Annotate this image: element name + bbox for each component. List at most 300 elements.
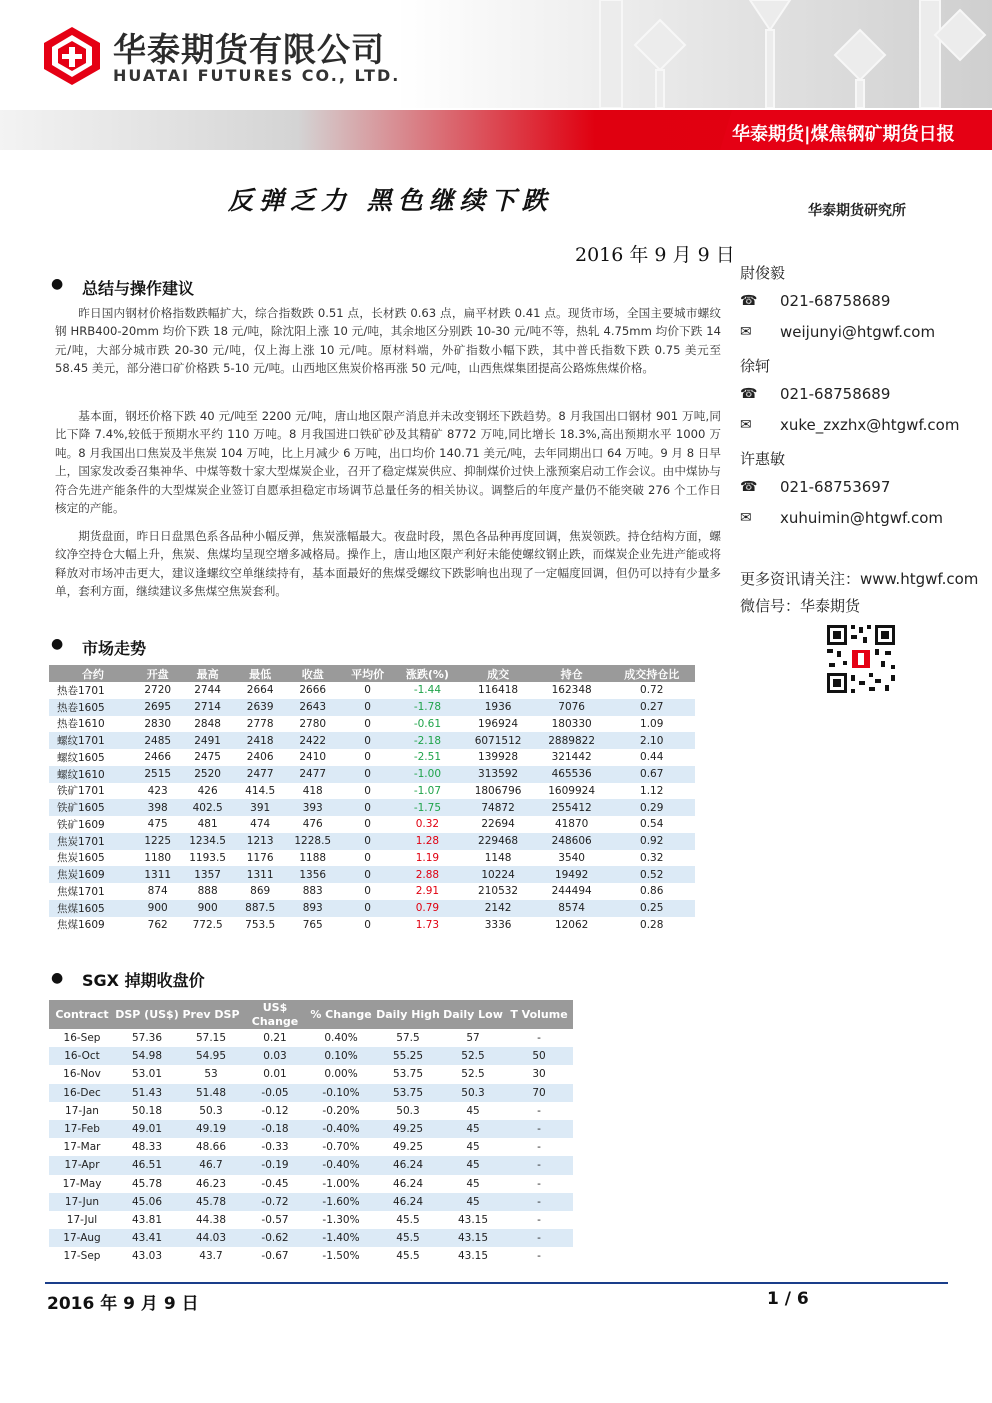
table-cell: 54.95	[179, 1047, 243, 1065]
table-cell: 43.41	[115, 1229, 179, 1247]
column-header: 平均价	[342, 665, 394, 682]
table-cell: 45.06	[115, 1193, 179, 1211]
table-cell: -0.18	[243, 1120, 307, 1138]
table-cell: -	[537, 1032, 541, 1045]
column-header: 成交	[461, 665, 535, 682]
table-cell: 1213	[237, 833, 284, 850]
table-cell: 49.25	[375, 1120, 441, 1138]
table-cell: 0	[364, 885, 371, 898]
table-cell: 43.7	[199, 1250, 223, 1263]
table-cell: 50.3	[396, 1104, 420, 1117]
table-cell: 887.5	[237, 900, 284, 917]
table-cell: 74872	[461, 799, 535, 816]
table-cell: 45.78	[179, 1193, 243, 1211]
table-cell: 2830	[144, 717, 172, 730]
table-cell: -0.67	[261, 1250, 289, 1263]
table-cell: 2889822	[535, 732, 609, 749]
table-cell: 铁矿1609	[57, 818, 105, 831]
table-cell: 0.52	[608, 866, 695, 883]
table-cell: 41870	[554, 818, 589, 831]
table-row	[49, 682, 695, 699]
table-row	[49, 1211, 573, 1229]
table-row	[49, 883, 695, 900]
table-cell: -1.75	[394, 799, 462, 816]
table-cell: 45	[466, 1141, 480, 1154]
wechat-id: 微信号：华泰期货	[740, 597, 861, 615]
table-cell: 1193.5	[189, 851, 226, 864]
table-cell: 1609924	[548, 784, 596, 797]
summary-paragraph: 基本面，钢坯价格下跌 40 元/吨至 2200 元/吨，唐山地区限产消息并未改变钢坯下跌趋势。8 月我国出口钢材 901 万吨,同比下降 7.4%,较低于预期水平约 110 万吨。8 月我国进口铁矿砂及其精矿 8772 万吨,同比增长 18.3%,高出预期水平 1000 万吨。8 月我国出口焦炭及半焦炭 104 万吨，比上月减少 6 万吨，出口均价 140.71 美元/吨，去年同期出口 64 万吨。9 月 8 日早上，国家发改委召集神华、中煤等数十家大型煤炭企业，召开了稳定煤炭供应、抑制煤价过快上涨预案启动工作会议。由中煤协与符合先进产能条件的大型煤炭企业签订自愿承担稳定市场调节总量任务的相关协议。调整后的年度产量仍不能突破 276 个工作日核定的产能。	[55, 409, 721, 516]
table-cell: -2.18	[394, 732, 462, 749]
phone-icon: ☎	[740, 293, 758, 309]
table-cell: -0.40%	[307, 1120, 375, 1138]
table-row	[49, 866, 695, 883]
table-cell: 16-Dec	[49, 1084, 115, 1102]
table-cell: 51.48	[179, 1084, 243, 1102]
email-icon: ✉	[740, 417, 752, 433]
table-cell: 57.15	[195, 1032, 227, 1045]
table-cell: 229468	[461, 833, 535, 850]
table-cell: 22694	[481, 818, 515, 831]
analyst-phone: 021-68758689	[780, 292, 891, 310]
summary-paragraph: 期货盘面，昨日日盘黑色系各品种小幅反弹，焦炭涨幅最大。夜盘时段，黑色各品种再度回调，焦炭领跌。持仓结构方面，螺纹净空持仓大幅上升，焦炭、焦煤均呈现空增多减格局。操作上，唐山地区限产利好未能使螺纹钢止跌，而煤炭企业先进产能或将释放对市场冲击更大，建议逢螺纹空单继续持有，基本面最好的焦煤受螺纹下跌影响也出现了一定幅度回调，但仍可以持有少量多单，套利方面，继续建议多焦煤空焦炭套利。	[55, 529, 721, 599]
footer-divider	[45, 1282, 948, 1284]
table-cell: 2714	[179, 699, 237, 716]
table-row	[49, 1102, 573, 1120]
table-cell: 423	[147, 784, 168, 797]
table-cell: 热卷1610	[57, 718, 105, 731]
table-cell: -0.40%	[307, 1156, 375, 1174]
table-row	[49, 850, 695, 867]
email-icon: ✉	[740, 510, 752, 526]
table-cell: 465536	[535, 766, 609, 783]
report-title: 华泰期货|煤焦钢矿期货日报	[732, 124, 955, 145]
table-cell: 54.98	[115, 1047, 179, 1065]
table-cell: 2780	[299, 717, 327, 730]
table-cell: 43.15	[457, 1213, 489, 1226]
table-cell: 0.32	[415, 818, 440, 831]
table-cell: 0	[342, 833, 394, 850]
table-cell: 0.32	[640, 851, 664, 864]
table-cell: 1234.5	[179, 833, 237, 850]
table-cell: 2142	[461, 900, 535, 917]
table-cell: 铁矿1605	[49, 799, 137, 816]
table-cell: 1.12	[640, 784, 664, 797]
table-cell: 1357	[179, 866, 237, 883]
table-cell: 30	[532, 1068, 546, 1081]
table-cell: 0	[342, 799, 394, 816]
table-row	[49, 1047, 573, 1065]
table-cell: -2.51	[413, 751, 441, 764]
table-cell: 48.66	[195, 1141, 227, 1154]
department: 华泰期货研究所	[808, 203, 906, 219]
table-row	[49, 783, 695, 800]
table-cell: 49.01	[115, 1120, 179, 1138]
table-cell: 17-Jul	[66, 1213, 98, 1226]
table-cell: 391	[237, 799, 284, 816]
table-cell: 414.5	[245, 784, 276, 797]
table-cell: 2.88	[394, 866, 462, 883]
table-cell: 43.81	[131, 1213, 163, 1226]
table-cell: 244494	[551, 885, 592, 898]
table-cell: 焦炭1701	[49, 833, 137, 850]
table-cell: 1225	[137, 833, 179, 850]
table-row	[49, 749, 695, 766]
table-cell: -1.00	[394, 766, 462, 783]
table-cell: 1148	[484, 851, 512, 864]
table-cell: 883	[302, 885, 323, 898]
table-cell: 1.28	[394, 833, 462, 850]
table-cell: 53.75	[375, 1084, 441, 1102]
table-cell: 1.09	[640, 717, 664, 730]
table-cell: 17-Jan	[65, 1104, 99, 1117]
table-row	[49, 833, 695, 850]
table-cell: 0	[364, 751, 371, 764]
phone-icon: ☎	[740, 386, 758, 402]
column-header: % Change	[307, 1000, 375, 1029]
table-row	[49, 766, 695, 783]
table-cell: 16-Nov	[63, 1068, 101, 1081]
table-cell: -1.50%	[322, 1250, 360, 1263]
table-cell: 248606	[535, 833, 609, 850]
table-cell: 43.03	[131, 1250, 163, 1263]
table-cell: 888	[197, 885, 218, 898]
table-cell: 53.75	[392, 1068, 424, 1081]
table-cell: 210532	[478, 885, 519, 898]
table-cell: 1.19	[415, 851, 440, 864]
page-number: 1 / 6	[767, 1289, 809, 1309]
table-cell: -0.62	[243, 1229, 307, 1247]
column-header: 最低	[237, 665, 284, 682]
table-cell: -0.10%	[307, 1084, 375, 1102]
table-cell: 16-Sep	[63, 1032, 101, 1045]
table-cell: 0	[364, 851, 371, 864]
table-cell: 0	[364, 918, 371, 931]
table-cell: 50.18	[131, 1104, 163, 1117]
column-header: Prev DSP	[179, 1000, 243, 1029]
table-cell: 474	[250, 818, 271, 831]
table-cell: 162348	[551, 684, 592, 697]
table-cell: -0.19	[243, 1156, 307, 1174]
table-cell: 43.15	[457, 1250, 489, 1263]
table-cell: 2475	[194, 751, 221, 764]
table-cell: 3336	[484, 918, 512, 931]
table-cell: -0.72	[243, 1193, 307, 1211]
table-cell: 1.73	[415, 918, 440, 931]
table-cell: 0.92	[608, 833, 695, 850]
table-cell: -	[537, 1213, 541, 1226]
table-cell: 53	[204, 1068, 218, 1081]
table-cell: -	[537, 1177, 541, 1190]
table-cell: -	[537, 1250, 541, 1263]
table-cell: 0.86	[640, 885, 664, 898]
table-row	[49, 1229, 573, 1247]
table-cell: 893	[284, 900, 342, 917]
table-cell: 焦炭1605	[57, 852, 105, 865]
table-cell: 0.29	[608, 799, 695, 816]
table-cell: 45.5	[396, 1250, 420, 1263]
table-cell: 44.38	[195, 1213, 227, 1226]
table-cell: 50.3	[199, 1104, 223, 1117]
column-header: T Volume	[505, 1000, 573, 1029]
table-cell: 393	[284, 799, 342, 816]
table-cell: 481	[197, 818, 218, 831]
table-row	[49, 1193, 573, 1211]
table-cell: 313592	[461, 766, 535, 783]
table-row	[49, 1138, 573, 1156]
table-cell: 2666	[299, 684, 327, 697]
huatai-logo	[44, 27, 100, 85]
table-cell: 46.24	[392, 1177, 424, 1190]
table-cell: 0	[364, 717, 371, 730]
column-header: Contract	[49, 1000, 115, 1029]
table-cell: 2418	[237, 732, 284, 749]
table-row	[49, 1156, 573, 1174]
table-cell: 196924	[478, 717, 519, 730]
table-row	[49, 1247, 573, 1265]
analyst-name: 尉俊毅	[740, 264, 786, 282]
table-cell: 2477	[237, 766, 284, 783]
table-cell: 46.7	[179, 1156, 243, 1174]
table-cell: -1.30%	[322, 1213, 360, 1226]
table-cell: 2410	[299, 751, 327, 764]
table-cell: 2778	[246, 717, 274, 730]
table-cell: 2.91	[415, 885, 440, 898]
table-cell: 16-Oct	[49, 1047, 115, 1065]
report-date: 2016 年 9 月 9 日	[575, 244, 735, 266]
table-cell: -0.45	[261, 1177, 289, 1190]
table-cell: -	[505, 1193, 573, 1211]
table-cell: 57	[466, 1032, 480, 1045]
table-cell: -0.33	[261, 1141, 289, 1154]
table-cell: -1.00%	[322, 1177, 360, 1190]
table-cell: -1.60%	[307, 1193, 375, 1211]
analyst-phone: 021-68753697	[780, 478, 891, 496]
table-cell: 0.40%	[324, 1032, 358, 1045]
column-header: 收盘	[284, 665, 342, 682]
table-cell: 2466	[144, 751, 172, 764]
table-cell: 0.72	[640, 684, 664, 697]
table-cell: 0.01	[263, 1068, 287, 1081]
table-cell: 45	[441, 1193, 505, 1211]
table-cell: 2643	[284, 699, 342, 716]
table-cell: 焦煤1701	[57, 885, 105, 898]
table-row	[49, 1175, 573, 1193]
table-cell: 0	[342, 766, 394, 783]
bullet-icon: ●	[51, 276, 64, 292]
table-cell: 418	[302, 784, 323, 797]
table-cell: 0.10%	[307, 1047, 375, 1065]
table-cell: 426	[197, 784, 218, 797]
table-cell: 焦炭1609	[49, 866, 137, 883]
column-header: 合约	[49, 665, 137, 682]
phone-icon: ☎	[740, 479, 758, 495]
table-cell: 螺纹1701	[49, 732, 137, 749]
table-row	[49, 900, 695, 917]
table-cell: 772.5	[192, 918, 223, 931]
table-cell: 50	[505, 1047, 573, 1065]
table-cell: 6071512	[461, 732, 535, 749]
table-cell: 53.01	[131, 1068, 163, 1081]
table-cell: 2.10	[608, 732, 695, 749]
analyst-phone: 021-68758689	[780, 385, 891, 403]
table-cell: 49.19	[179, 1120, 243, 1138]
table-cell: 0	[342, 732, 394, 749]
table-cell: 49.25	[392, 1141, 424, 1154]
table-cell: 45	[466, 1177, 480, 1190]
table-cell: -0.12	[261, 1104, 289, 1117]
table-cell: 45.78	[131, 1177, 163, 1190]
table-cell: -1.07	[413, 784, 441, 797]
table-cell: 2422	[284, 732, 342, 749]
column-header: Daily Low	[441, 1000, 505, 1029]
footer-date: 2016 年 9 月 9 日	[47, 1294, 199, 1314]
table-cell: 热卷1701	[57, 684, 105, 697]
table-cell: 2695	[137, 699, 179, 716]
table-cell: 116418	[478, 684, 519, 697]
table-cell: 398	[137, 799, 179, 816]
table-cell: 焦煤1605	[49, 900, 137, 917]
table-cell: 70	[505, 1084, 573, 1102]
table-cell: 0.54	[640, 818, 664, 831]
column-header: 最高	[179, 665, 237, 682]
table-cell: -1.40%	[307, 1229, 375, 1247]
table-cell: 44.03	[179, 1229, 243, 1247]
table-header-row	[49, 665, 695, 682]
table-cell: 0.28	[640, 918, 664, 931]
table-cell: 874	[147, 885, 168, 898]
column-header: 涨跌(%)	[394, 665, 462, 682]
table-cell: 45.5	[396, 1213, 420, 1226]
table-cell: -	[505, 1156, 573, 1174]
table-row	[49, 716, 695, 733]
table-cell: 1188	[299, 851, 327, 864]
table-cell: 45.5	[375, 1229, 441, 1247]
table-cell: 0	[342, 900, 394, 917]
table-cell: 0.44	[640, 751, 664, 764]
table-cell: 2515	[137, 766, 179, 783]
table-cell: 1228.5	[284, 833, 342, 850]
table-cell: 57.5	[396, 1032, 420, 1045]
analyst-email[interactable]: xuke_zxzhx@htgwf.com	[780, 416, 960, 434]
column-header: 成交持仓比	[608, 665, 695, 682]
table-cell: 762	[147, 918, 168, 931]
table-cell: 2848	[194, 717, 221, 730]
table-cell: 0.00%	[324, 1068, 358, 1081]
column-header: US$ Change	[243, 1000, 307, 1029]
table-cell: -0.20%	[322, 1104, 360, 1117]
table-cell: 476	[302, 818, 323, 831]
table-cell: -	[537, 1104, 541, 1117]
table-cell: 2744	[194, 684, 221, 697]
table-cell: 2406	[246, 751, 274, 764]
summary-paragraph: 昨日国内钢材价格指数跌幅扩大，综合指数跌 0.51 点，长材跌 0.63 点，扁平材跌 0.41 点。现货市场，全国主要城市螺纹钢 HRB400-20mm 均价下跌 18 元/吨，除沈阳上涨 10 元/吨，其余地区分别跌 10-30 元/吨不等，热轧 4.75mm 均价下跌 14 元/吨，大部分城市跌 20-30 元/吨，仅上海上涨 10 元/吨。原材料端，外矿指数小幅下跌，其中普氏指数下跌 0.75 美元至 58.45 美元，部分港口矿价格跌 5-10 元/吨。山西地区焦炭价格再涨 50 元/吨，山西焦煤集团提高公路炼焦煤价格。	[55, 306, 721, 376]
table-cell: 45	[466, 1104, 480, 1117]
company-name-en: HUATAI FUTURES CO., LTD.	[113, 66, 401, 85]
table-cell: 765	[302, 918, 323, 931]
table-cell: -	[537, 1141, 541, 1154]
table-row	[49, 917, 695, 934]
table-cell: 1936	[461, 699, 535, 716]
table-cell: 3540	[558, 851, 585, 864]
bullet-icon: ●	[51, 970, 64, 986]
table-cell: -	[505, 1229, 573, 1247]
table-cell: 0	[364, 784, 371, 797]
table-cell: 17-Mar	[63, 1141, 101, 1154]
table-cell: -1.44	[413, 684, 441, 697]
table-cell: 46.24	[375, 1193, 441, 1211]
table-cell: 螺纹1605	[57, 751, 105, 764]
table-cell: 50.3	[441, 1084, 505, 1102]
table-cell: 10224	[461, 866, 535, 883]
table-cell: 1356	[284, 866, 342, 883]
table-cell: 2485	[137, 732, 179, 749]
table-cell: 43.15	[441, 1229, 505, 1247]
table-cell: 0.79	[394, 900, 462, 917]
market-table	[49, 665, 695, 933]
table-cell: 57.36	[131, 1032, 163, 1045]
bullet-icon: ●	[51, 636, 64, 652]
table-cell: 7076	[535, 699, 609, 716]
analyst-email[interactable]: weijunyi@htgwf.com	[780, 323, 936, 341]
more-info-link[interactable]: 更多资讯请关注：www.htgwf.com	[740, 570, 979, 588]
table-cell: -1.78	[394, 699, 462, 716]
table-cell: -0.61	[413, 717, 441, 730]
table-cell: 热卷1605	[49, 699, 137, 716]
table-cell: 1311	[137, 866, 179, 883]
table-cell: 2664	[246, 684, 274, 697]
table-cell: 52.5	[441, 1047, 505, 1065]
table-cell: 402.5	[179, 799, 237, 816]
table-cell: 46.23	[195, 1177, 227, 1190]
table-row	[49, 1029, 573, 1047]
table-cell: 45	[441, 1156, 505, 1174]
column-header: 开盘	[137, 665, 179, 682]
table-cell: 0.21	[263, 1032, 287, 1045]
analyst-email[interactable]: xuhuimin@htgwf.com	[780, 509, 944, 527]
column-header: Daily High	[375, 1000, 441, 1029]
header-decoration	[560, 0, 992, 108]
section-heading-summary: 总结与操作建议	[82, 279, 195, 298]
table-cell: 2639	[237, 699, 284, 716]
table-cell: 0.03	[243, 1047, 307, 1065]
company-name-cn: 华泰期货有限公司	[113, 30, 385, 69]
table-cell: 51.43	[115, 1084, 179, 1102]
table-cell: 螺纹1610	[49, 766, 137, 783]
table-cell: -	[505, 1120, 573, 1138]
table-cell: 180330	[551, 717, 592, 730]
table-cell: 139928	[478, 751, 519, 764]
table-cell: -0.57	[261, 1213, 289, 1226]
table-cell: 0.67	[608, 766, 695, 783]
table-cell: 0	[364, 684, 371, 697]
table-cell: 52.5	[461, 1068, 485, 1081]
table-header-row	[49, 1000, 573, 1029]
table-cell: 2477	[284, 766, 342, 783]
table-cell: 17-Sep	[63, 1250, 101, 1263]
table-row	[49, 1120, 573, 1138]
table-row	[49, 699, 695, 716]
table-cell: 2720	[144, 684, 172, 697]
table-cell: 255412	[535, 799, 609, 816]
table-cell: 17-Feb	[49, 1120, 115, 1138]
table-cell: 46.24	[375, 1156, 441, 1174]
article-title: 反弹乏力 黑色继续下跌	[228, 186, 553, 215]
analyst-name: 徐轲	[740, 357, 771, 375]
table-cell: 铁矿1701	[57, 785, 105, 798]
table-cell: 46.51	[115, 1156, 179, 1174]
table-row	[49, 1084, 573, 1102]
